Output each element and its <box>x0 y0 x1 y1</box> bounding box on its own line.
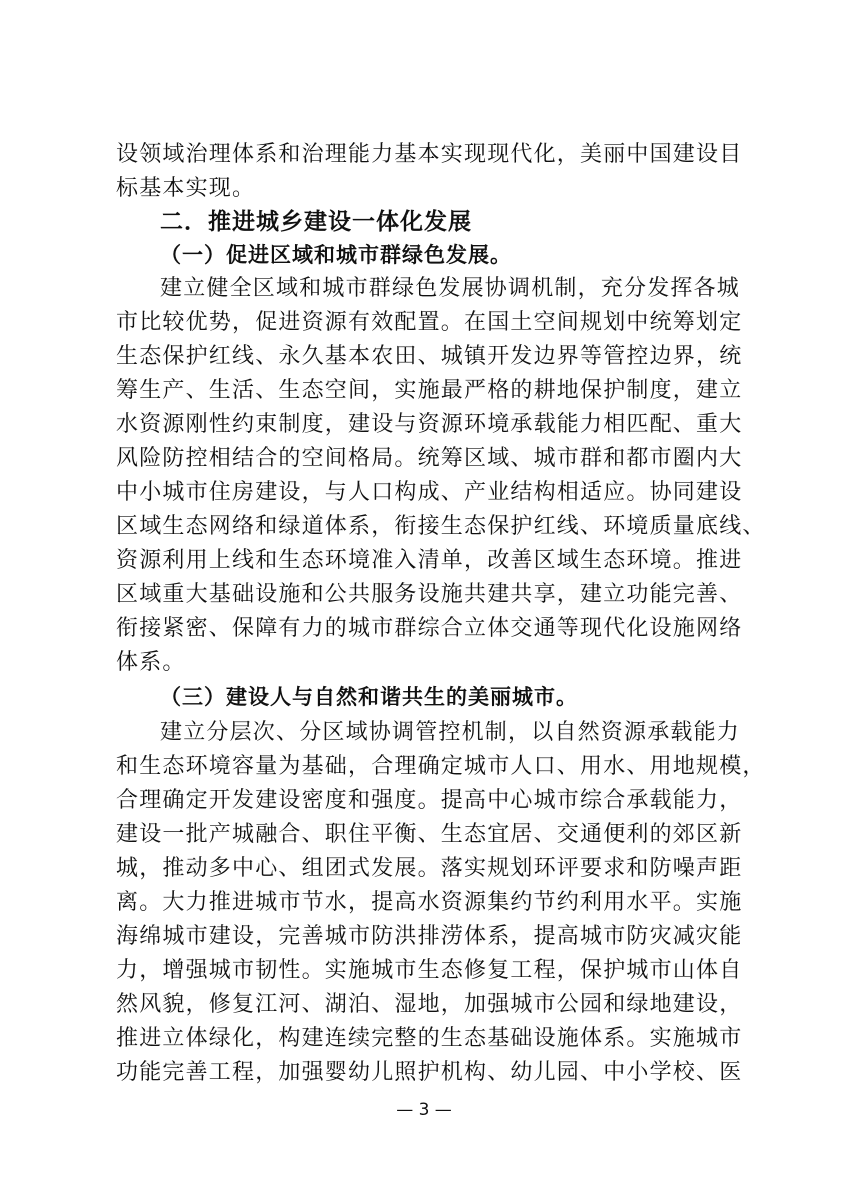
paragraph-line: 生态保护红线、永久基本农田、城镇开发边界等管控边界，统 <box>116 344 743 369</box>
paragraph-line: 资源利用上线和生态环境准入清单，改善区域生态环境。推进 <box>116 548 743 573</box>
paragraph-line: 建立分层次、分区域协调管控机制，以自然资源承载能力 <box>160 720 741 745</box>
paragraph-line: 推进立体绿化，构建连续完整的生态基础设施体系。实施城市 <box>116 1026 743 1051</box>
paragraph-line: 市比较优势，促进资源有效配置。在国土空间规划中统筹划定 <box>116 310 743 335</box>
paragraph-line: 体系。 <box>116 650 186 675</box>
paragraph-line: 中小城市住房建设，与人口构成、产业结构相适应。协同建设 <box>116 480 743 505</box>
paragraph-line: 风险防控相结合的空间格局。统筹区域、城市群和都市圈内大 <box>116 446 743 471</box>
paragraph-line: 区域生态网络和绿道体系，衔接生态保护红线、环境质量底线、 <box>116 514 766 539</box>
paragraph-line: 建立健全区域和城市群绿色发展协调机制，充分发挥各城 <box>160 276 741 301</box>
paragraph-line: 然风貌，修复江河、湖泊、湿地，加强城市公园和绿地建设， <box>116 992 743 1017</box>
paragraph-line: 功能完善工程，加强婴幼儿照护机构、幼儿园、中小学校、医 <box>116 1060 743 1085</box>
paragraph-line: 衔接紧密、保障有力的城市群综合立体交通等现代化设施网络 <box>116 616 743 641</box>
paragraph-line: 水资源刚性约束制度，建设与资源环境承载能力相匹配、重大 <box>116 412 743 437</box>
paragraph-line: 力，增强城市韧性。实施城市生态修复工程，保护城市山体自 <box>116 958 743 983</box>
paragraph-line: 区域重大基础设施和公共服务设施共建共享，建立功能完善、 <box>116 582 743 607</box>
paragraph-line: 离。大力推进城市节水，提高水资源集约节约利用水平。实施 <box>116 890 743 915</box>
paragraph-line: 设领域治理体系和治理能力基本实现现代化，美丽中国建设目 <box>116 142 743 167</box>
section-heading: 二．推进城乡建设一体化发展 <box>160 209 472 235</box>
paragraph-line: 和生态环境容量为基础，合理确定城市人口、用水、用地规模， <box>116 754 766 779</box>
paragraph-line: 标基本实现。 <box>116 176 256 201</box>
paragraph-line: 城，推动多中心、组团式发展。落实规划环评要求和防噪声距 <box>116 856 743 881</box>
paragraph-line: 筹生产、生活、生态空间，实施最严格的耕地保护制度，建立 <box>116 378 743 403</box>
subsection-heading: （一）促进区域和城市群绿色发展。 <box>160 243 512 267</box>
subsection-heading: （三）建设人与自然和谐共生的美丽城市。 <box>160 685 578 709</box>
page-number: — 3 — <box>396 1100 452 1120</box>
paragraph-line: 海绵城市建设，完善城市防洪排涝体系，提高城市防灾减灾能 <box>116 924 743 949</box>
paragraph-line: 合理确定开发建设密度和强度。提高中心城市综合承载能力， <box>116 788 743 813</box>
paragraph-line: 建设一批产城融合、职住平衡、生态宜居、交通便利的郊区新 <box>116 822 743 847</box>
